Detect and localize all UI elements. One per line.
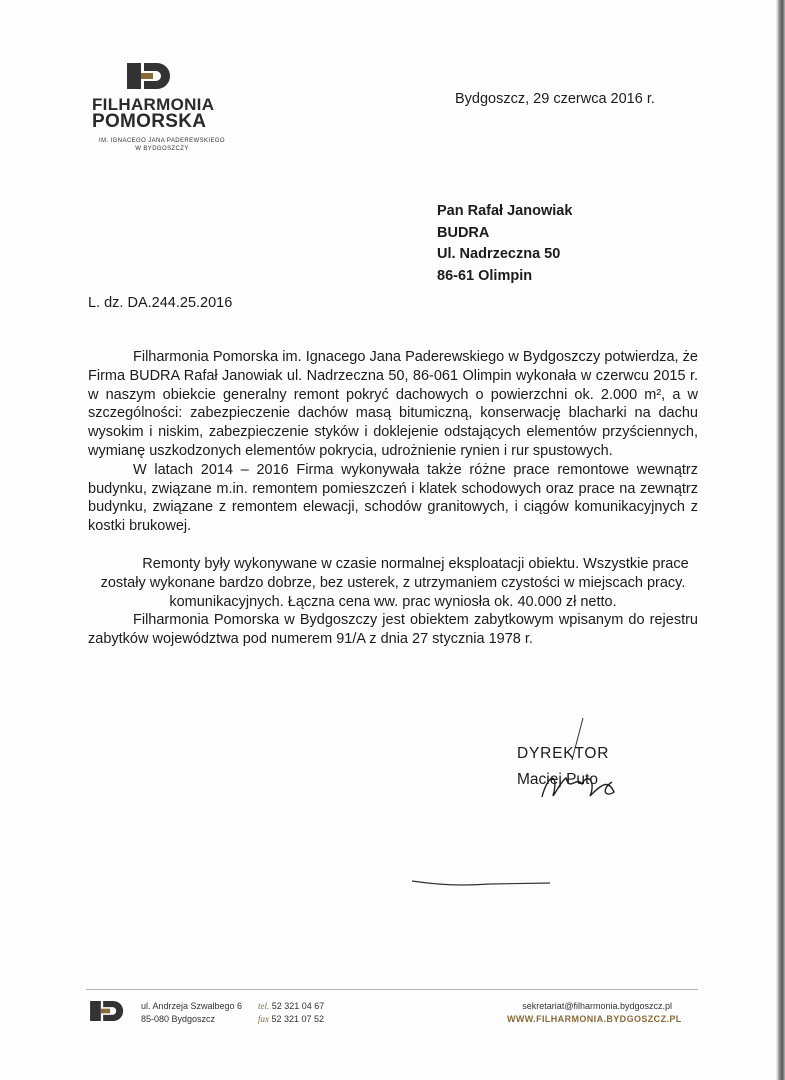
filharmonia-logo-icon xyxy=(127,63,171,89)
pen-mark xyxy=(400,873,560,893)
recipient-name: Pan Rafał Janowiak xyxy=(437,203,573,219)
footer-phone xyxy=(258,1000,324,1025)
recipient-company: BUDRA xyxy=(437,224,490,241)
reference-number: L. dz. DA.244.25.2016 xyxy=(88,295,233,311)
tel-label: tel. xyxy=(258,1001,270,1011)
recipient-street: Ul. Nadrzeczna 50 xyxy=(437,246,561,262)
footer-divider xyxy=(86,989,698,990)
letter-body xyxy=(88,348,698,649)
org-subtitle-line1: IM. IGNACEGO JANA PADEREWSKIEGO xyxy=(99,138,225,144)
body-paragraph-2: W latach 2014 – 2016 Firma wykonywała także różne prace remontowe wewnątrz budynku, związane m.in. remontem pomieszczeń i klatek schodowych oraz prace na zewnątrz budynku, związane z remontem elewacji, schodów granitowych, i ciągów komunikacyjnych z kostki brukowej. xyxy=(88,461,698,535)
letter-date: Bydgoszcz, 29 czerwca 2016 r. xyxy=(455,91,655,107)
org-name-line2: POMORSKA xyxy=(92,111,207,132)
footer-email[interactable]: sekretariat@filharmonia.bydgoszcz.pl xyxy=(522,1001,672,1011)
footer-logo-icon xyxy=(90,1001,124,1021)
footer-street: ul. Andrzeja Szwalbego 6 xyxy=(141,1001,243,1011)
fax-label: fax xyxy=(258,1013,269,1024)
recipient-city: 86-61 Olimpin xyxy=(437,267,533,284)
footer-address xyxy=(141,1000,242,1025)
scan-edge xyxy=(776,0,785,1080)
signature-block xyxy=(517,741,609,793)
signatory-title: DYREKTOR xyxy=(517,745,610,762)
org-name xyxy=(92,96,214,130)
footer-city: 85-080 Bydgoszcz xyxy=(141,1013,216,1024)
org-subtitle-line2: W BYDGOSZCZY xyxy=(135,146,189,152)
org-name-line1: FILHARMONIA xyxy=(92,95,215,114)
fax-number: 52 321 07 52 xyxy=(271,1013,325,1024)
tel-number: 52 321 04 67 xyxy=(271,1001,325,1011)
recipient-address xyxy=(437,201,572,287)
org-subtitle xyxy=(92,137,232,153)
body-paragraph-1: Filharmonia Pomorska im. Ignacego Jana Paderewskiego w Bydgoszczy potwierdza, że Firma BUDRA Rafał Janowiak ul. Nadrzeczna 50, 86-061 Olimpin wykonała w czerwcu 2015 r. w naszym obiekcie generalny remont pokryć dachowych o powierzchni ok. 2.000 m², a w szczególności: zabezpieczenie dachów masą bitumiczną, konserwację blacharki na dachu wysokim i niskim, zabezpieczenie styków i doklejenie odstających elementów przyściennych, wymianę uszkodzonych elementów pokrycia, udrożnienie rynien i rur spustowych. xyxy=(88,349,698,459)
signatory-name: Maciej Puto xyxy=(517,771,598,788)
body-paragraph-3: Remonty były wykonywane w czasie normalnej eksploatacji obiektu. Wszystkie prace zostały wykonane bardzo dobrze, bez usterek, z utrzymaniem czystości w miejscach pracy. komunikacyjnych. Łączna cena ww. prac wyniosła ok. 40.000 zł netto. xyxy=(100,555,689,610)
footer-contact xyxy=(507,1000,682,1025)
body-paragraph-4: Filharmonia Pomorska w Bydgoszczy jest obiektem zabytkowym wpisanym do rejestru zabytków województwa pod numerem 91/A z dnia 27 stycznia 1978 r. xyxy=(88,612,698,648)
footer-website[interactable]: WWW.FILHARMONIA.BYDGOSZCZ.PL xyxy=(507,1013,682,1024)
